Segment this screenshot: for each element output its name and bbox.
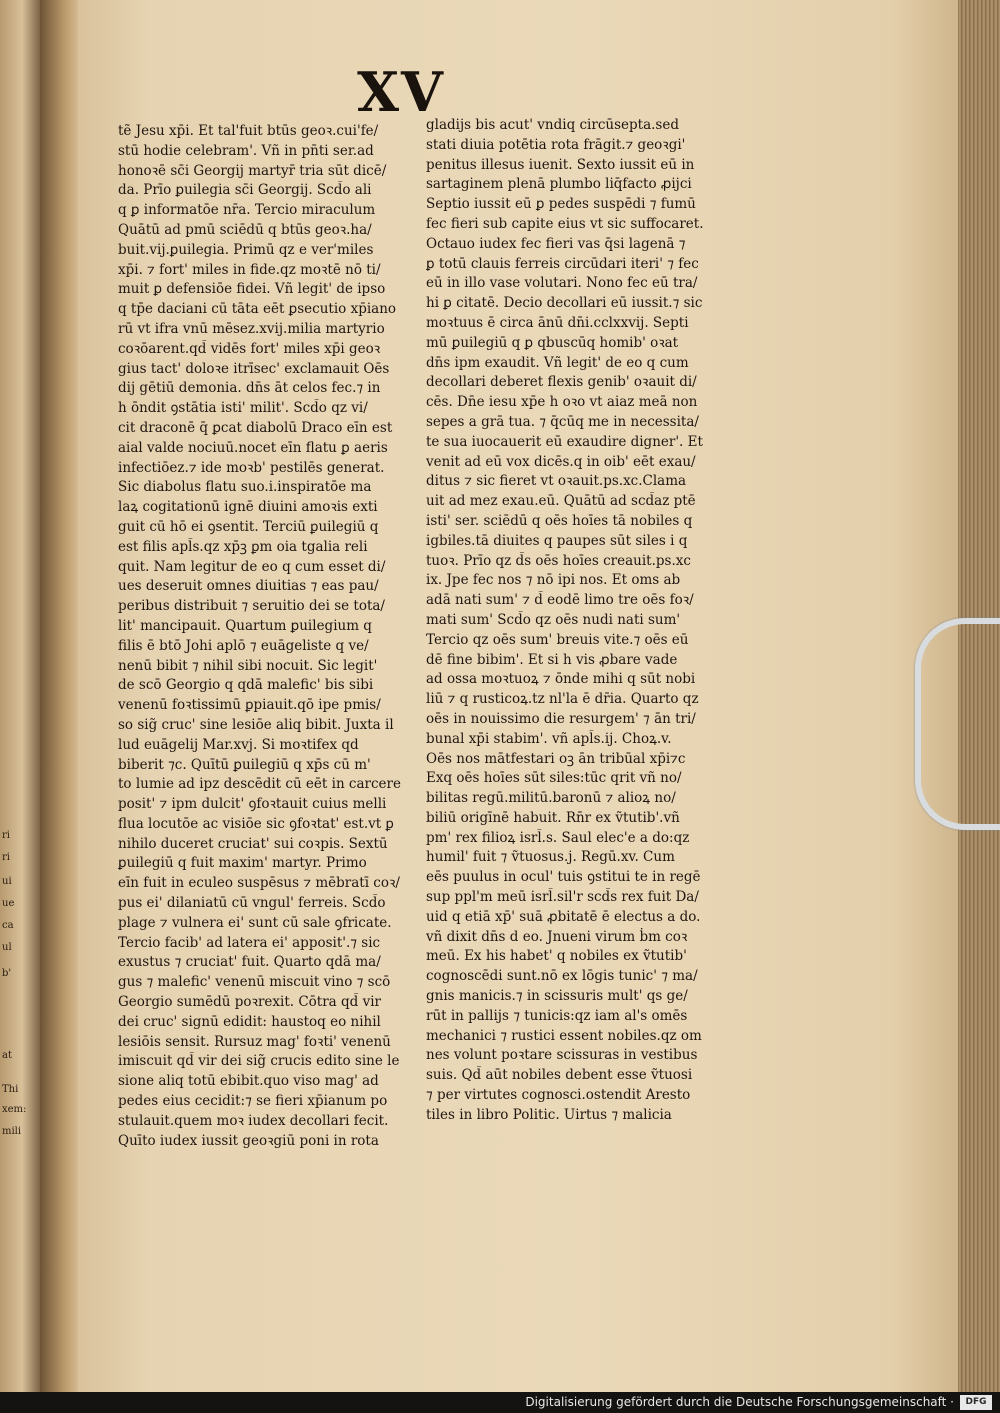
text-line: Exq oēs hoīes sūt siles:tūc qrit vñ no/ [426,770,682,787]
left-page-fragment: mili [2,1126,22,1137]
text-line: liū ⁊ q rusticoꝝ.tz nl'la ē dr̄ia. Quarto qz [426,691,699,708]
text-line: oēs in nouissimo die resurgem' ⁊ ān tri/ [426,710,696,727]
text-line: rū vt ifra vnū mēsez.xvij.milia martyrio [118,320,385,337]
text-line: humil' fuit ⁊ ṽtuosus.j. Regū.xv. Cum [426,849,675,866]
left-page-fragment: ri [2,852,10,863]
text-line: laꝝ cogitationū ignē diuini amoꝛis exti [118,499,378,516]
text-line: xp̄i. ⁊ fort' miles in fide.qz moꝛtē nō ti/ [118,261,381,278]
text-line: Sic diabolus flatu suo.i.inspiratōe ma [118,479,372,496]
text-line: imiscuit qd̄ vir dei sig̃ crucis edito sine le [118,1053,400,1070]
text-line: eū in illo vase volutari. Nono fec eū tra/ [426,275,698,292]
book-gutter [40,0,80,1392]
text-line: rūt in pallijs ⁊ tunicis:qz iam al's omēs [426,1007,688,1024]
text-line: stū hodie celebram'. Vñ in pn̄ti ser.ad [118,142,374,159]
text-line: q tp̄e daciani cū tāta eēt ꝑsecutio xp̄iano [118,301,397,318]
text-line: bunal xp̄i stabim'. vñ apl̄s.ij. Choꝝ.v. [426,730,672,747]
text-line: gius tact' doloꝛe itrīsec' exclamauit Oēs [118,360,390,377]
text-line: stati diuia potētia rota frāgit.⁊ geoꝛgi' [426,136,686,153]
text-line: lud euāgelij Mar.xvj. Si moꝛtifex qd [118,736,359,753]
text-line: quit. Nam legitur de eo q cum esset di/ [118,558,386,575]
text-line: coꝛōarent.qd̄ vidēs fort' miles xp̄i geoꝛ [118,340,381,357]
text-line: pus ei' dilaniatū cū vngul' ferreis. Scd̄o [118,895,386,912]
text-line: muit ꝑ defensiōe fidei. Vñ legit' de ipso [118,281,386,298]
text-line: biberit ⁊c. Quītū ꝑuilegiū q xp̄s cū m' [118,756,371,773]
text-line: venit ad eū vox dicēs.q in oib' eēt exau/ [426,453,696,470]
text-line: aial valde nociuū.nocet eīn flatu ꝑ aeris [118,439,388,456]
text-line: uid q etiā xp̄' suā ꝓbitatē ē electus a do. [426,908,701,925]
text-line: nes volunt poꝛtare scissuras in vestibus [426,1047,698,1064]
text-line: fec fieri sub capite eius vt sic suffocaret. [426,215,704,232]
text-line: honoꝛē sc̄i Georgij martyr̄ tria sūt dicē/ [118,162,387,179]
footer-credit: Digitalisierung gefördert durch die Deutsche Forschungsgemeinschaft · [525,1395,954,1409]
text-line: penitus illesus iuenit. Sexto iussit eū in [426,156,695,173]
text-line: Quātū ad pmū sciēdū q btūs geoꝛ.ha/ [118,221,372,238]
text-line: moꝛtuus ē circa ānū dn̄i.cclxxvij. Septi [426,314,689,331]
text-line: gus ⁊ malefic' venenū miscuit vino ⁊ scō [118,974,391,991]
text-line: ꝑ totū clauis ferreis circūdari iteri' ⁊ fec [426,255,699,272]
left-page-fragment: ri [2,830,10,841]
folio-number: XV [357,60,445,124]
text-line: mechanici ⁊ rustici essent nobiles.qz om [426,1027,702,1044]
text-line: da. Prīo ꝑuilegia sc̄i Georgij. Scd̄o ali [118,182,372,199]
text-line: mū ꝑuilegiū q ꝑ qbuscūq homib' oꝛat [426,334,679,351]
text-line: ix. Jpe fec nos ⁊ nō ipi nos. Et oms ab [426,572,681,589]
text-line: Tercio qz oēs sum' breuis vite.⁊ oēs eū [426,631,689,648]
footer-bar [0,1392,1000,1413]
text-line: guit cū hō ei ꝯsentit. Terciū ꝑuilegiū q [118,518,379,535]
left-page-fragment: ca [2,920,14,931]
text-line: dē fine bibim'. Et si h vis ꝓbare vade [426,651,678,668]
text-line: nihilo duceret cruciat' sui coꝛpis. Sextū [118,835,388,852]
text-line: q ꝑ informatōe nr̄a. Tercio miraculum [118,202,376,219]
text-line: stulauit.quem moꝛ iudex decollari fecit. [118,1112,389,1129]
text-column-left [118,122,436,1151]
text-line: dij gētiū demonia. dn̄s āt celos fec.⁊ in [118,380,381,397]
text-line: sup ppl'm meū isrl̄.sil'r scd̄s rex fuit Da/ [426,889,699,906]
text-line: est filis apl̄s.qz xp̄ꝫ ꝑm oia tgalia reli [118,538,368,555]
text-line: buit.vij.ꝑuilegia. Primū qz e ver'miles [118,241,374,258]
text-line: to lumie ad ipz descēdit cū eēt in carcere [118,776,401,793]
text-line: ad ossa moꝛtuoꝝ ⁊ ōnde mihi q sūt nobi [426,671,696,688]
text-line: gnis manicis.⁊ in scissuris mult' qs ge/ [426,988,688,1005]
text-line: dei cruc' signū edidit: haustoq eo nihil [118,1013,381,1030]
text-line: pm' rex filioꝝ isrl̄.s. Saul elec'e a do:qz [426,829,690,846]
text-line: hi ꝑ citatē. Decio decollari eū iussit.⁊ sic [426,295,703,312]
left-page-fragment: ue [2,898,15,909]
text-line: flua locutōe ac visiōe sic ꝯfoꝛtat' est.vt ꝑ [118,815,394,832]
text-line: sartaginem plenā plumbo liq̄facto ꝓijci [426,176,692,193]
left-page-fragment: at [2,1050,12,1061]
page-clip [915,618,1000,830]
text-line: infectiōez.⁊ ide moꝛb' pestilēs generat. [118,459,385,476]
text-line: sepes a grā tua. ⁊ q̄cūq me in necessita/ [426,413,699,430]
text-line: ꝑuilegiū q fuit maxim' martyr. Primo [118,855,367,872]
text-line: meū. Ex his habet' q nobiles ex ṽtutib' [426,948,687,965]
text-line: Septio iussit eū ꝑ pedes suspēdi ⁊ fumū [426,196,696,213]
text-line: vñ dixit dn̄s d eo. Jnueni virum ḃm coꝛ [426,928,688,945]
text-line: tiles in libro Politic. Uirtus ⁊ malicia [426,1106,672,1123]
text-line: so sig̃ cruc' sine lesiōe aliq bibit. Juxta il [118,716,394,733]
text-line: lit' mancipauit. Quartum ꝑuilegium q [118,617,372,634]
text-line: posit' ⁊ ipm dulcit' ꝯfoꝛtauit cuius melli [118,796,387,813]
text-line: cognoscēdi sunt.nō ex lōgis tunic' ⁊ ma/ [426,968,698,985]
dfg-logo: DFG [960,1395,992,1410]
left-page-fragment: xem: [2,1104,27,1115]
text-line: ues deseruit omnes diuitias ⁊ eas pau/ [118,578,379,595]
left-page-fragment: ul [2,942,12,953]
text-line: Georgio sumēdū poꝛrexit. Cōtra qd̄ vir [118,994,381,1011]
text-line: eēs puulus in ocul' tuis ꝯstitui te in regē [426,869,701,886]
text-line: venenū foꝛtissimū ꝑpiauit.qō ipe pmis/ [118,697,381,714]
text-column-right [426,116,768,1126]
text-line: suis. Qd̄ aūt nobiles debent esse ṽtuosi [426,1067,693,1084]
text-line: lesiōis sensit. Rursuz mag' foꝛti' venenū [118,1033,391,1050]
text-line: dn̄s ipm exaudit. Vñ legit' de eo q cum [426,354,689,371]
text-line: decollari deberet flexis genib' oꝛauit di/ [426,374,697,391]
text-line: sione aliq totū ebibit.quo viso mag' ad [118,1073,379,1090]
text-line: adā nati sum' ⁊ d̄ eodē limo tre oēs foꝛ/ [426,592,694,609]
text-line: uit ad mez exau.eū. Quātū ad scd̄az ptē [426,493,696,510]
text-line: exustus ⁊ cruciat' fuit. Quarto qdā ma/ [118,954,381,971]
text-line: biliū origīnē habuit. Rn̄r ex ṽtutib'.vñ [426,809,680,826]
text-line: Quīto iudex iussit geoꝛgiū poni in rota [118,1132,379,1149]
text-line: ditus ⁊ sic fieret vt oꝛauit.ps.xc.Clama [426,473,687,490]
text-line: nenū bibit ⁊ nihil sibi nocuit. Sic legit' [118,657,378,674]
text-line: Oēs nos mātfestari oꝫ ān tribūal xp̄i⁊c [426,750,686,767]
text-line: mati sum' Scd̄o qz oēs nudi nati sum' [426,611,681,628]
text-line: eīn fuit in eculeo suspēsus ⁊ mēbratī coꝛ/ [118,875,400,892]
text-line: pedes eius cecidit:⁊ se fieri xp̄ianum po [118,1093,388,1110]
text-line: isti' ser. sciēdū q oēs hoīes tā nobiles q [426,512,693,529]
text-line: igbiles.tā diuites q paupes sūt siles i q [426,532,688,549]
text-line: cit draconē q̄ ꝑcat diabolū Draco eīn est [118,419,393,436]
text-line: peribus distribuit ⁊ seruitio dei se tota/ [118,598,385,615]
text-line: te sua iuocauerit eū exaudire digner'. Et [426,433,703,450]
text-line: gladijs bis acut' vndiq circūsepta.sed [426,117,679,133]
left-page-fragment: Thi [2,1084,19,1095]
text-line: plage ⁊ vulnera ei' sunt cū sale ꝯfricate. [118,914,392,931]
text-line: cēs. Dn̄e iesu xp̄e h oꝛo vt aiaz meā non [426,394,698,411]
text-line: ⁊ per virtutes cognosci.ostendit Aresto [426,1087,691,1104]
left-page-fragment: ui [2,876,12,887]
text-line: Tercio facib' ad latera ei' apposit'.⁊ sic [118,934,381,951]
left-page-edge [0,0,40,1392]
left-page-fragment: b' [2,968,12,979]
text-line: tuoꝛ. Prīo qz d̄s oēs hoīes creauit.ps.xc [426,552,691,569]
text-line: filis ē btō Johi aplō ⁊ euāgeliste q ve/ [118,637,369,654]
text-line: tẽ Jesu xp̄i. Et tal'fuit btūs geoꝛ.cui'fe/ [118,123,379,139]
text-line: bilitas regū.militū.baronū ⁊ alioꝝ no/ [426,790,676,807]
text-line: h ōndit ꝯstātia isti' milit'. Scd̄o qz vi/ [118,400,368,417]
text-line: Octauo iudex fec fieri vas q̄si lagenā ⁊ [426,235,686,252]
text-line: de scō Georgio q qdā malefic' bis sibi [118,677,374,694]
